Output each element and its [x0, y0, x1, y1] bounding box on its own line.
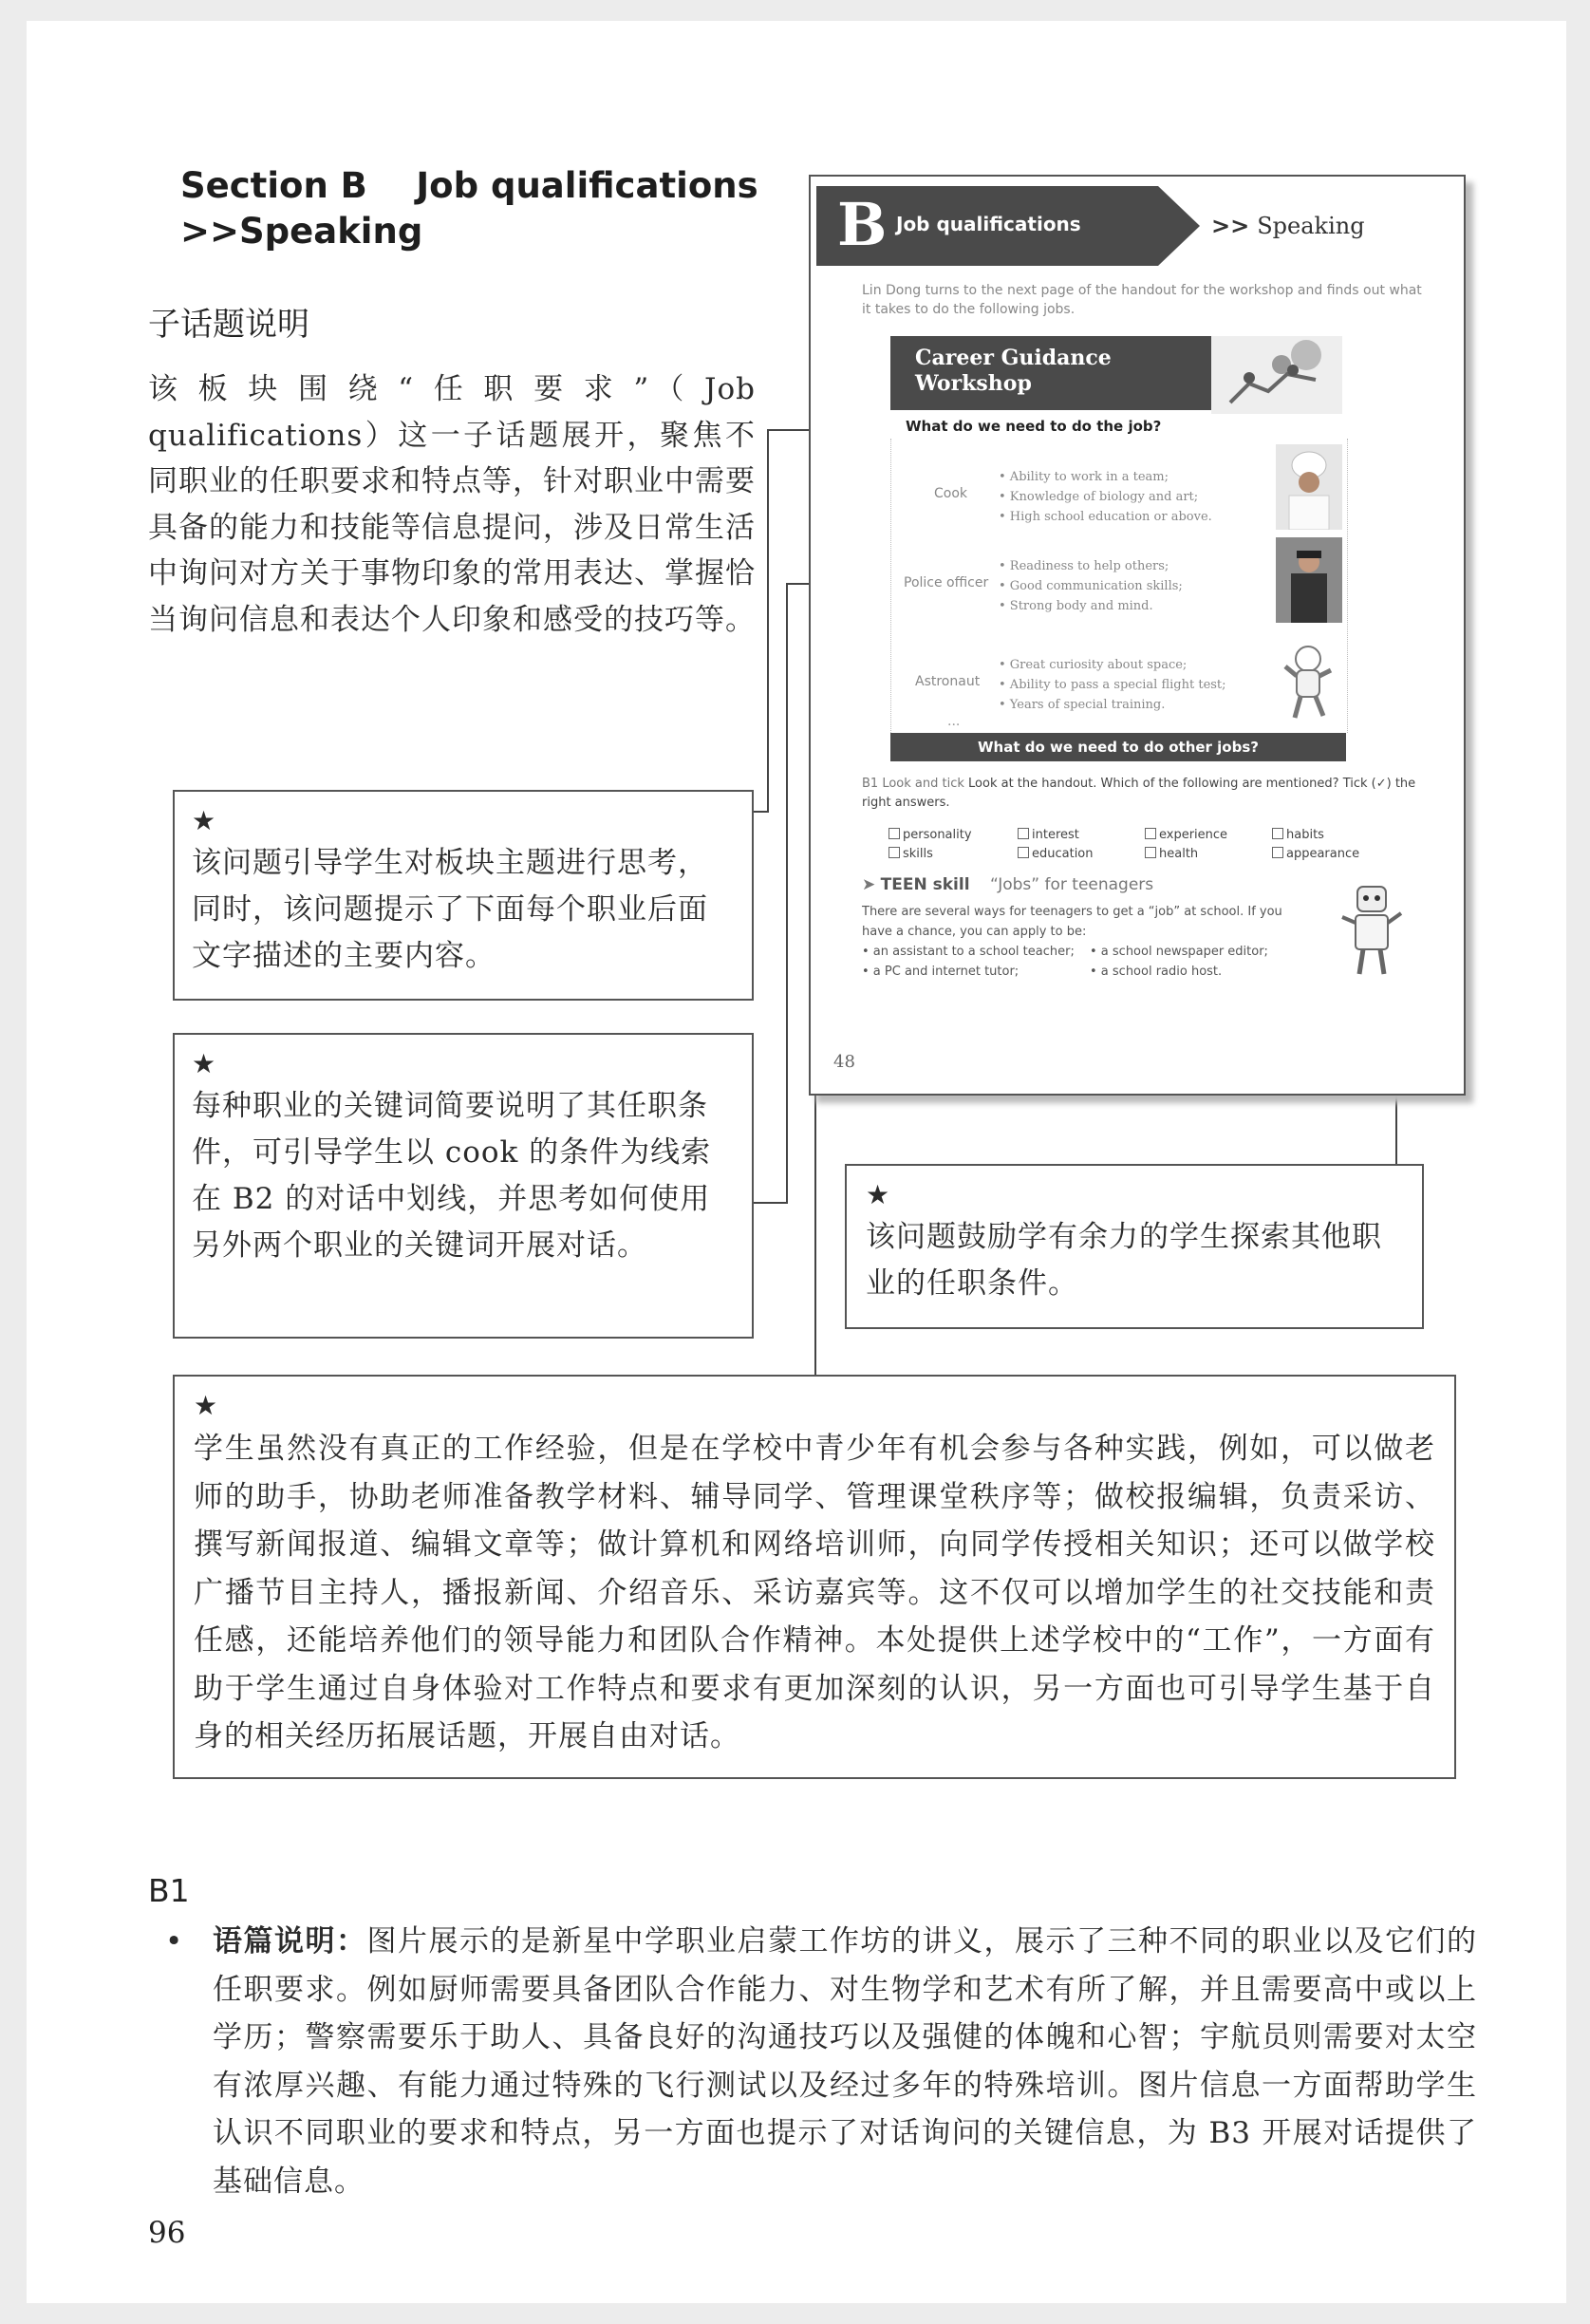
checkbox-interest[interactable]: interest	[1018, 828, 1079, 842]
teen-intro: There are several ways for teenagers to get a “job” at school. If you have a chance, you can apply to be:	[862, 905, 1282, 939]
note-box-3	[845, 1164, 1424, 1329]
chevron-icon: >>	[1211, 213, 1250, 239]
checkbox-personality[interactable]: personality	[889, 828, 972, 842]
note-box-2	[173, 1033, 754, 1339]
b1-heading: B1	[148, 1872, 190, 1909]
req-item: • High school education or above.	[999, 510, 1212, 524]
note-text-2: 每种职业的关键词简要说明了其任职条件，可引导学生以 cook 的条件为线索在 B2 的对话中划线，并思考如何使用另外两个职业的关键词开展对话。	[192, 1089, 712, 1263]
job-name-cook: Cook	[934, 486, 968, 501]
teen-item: • a PC and internet tutor;	[862, 965, 1019, 979]
checkbox-appearance[interactable]: appearance	[1272, 847, 1359, 861]
bullet-icon: •	[165, 1924, 184, 1959]
banner	[811, 177, 1464, 268]
b1-text: 图片展示的是新星中学职业启蒙工作坊的讲义，展示了三种不同的职业以及它们的任职要求。例如厨师需要具备团队合作能力、对生物学和艺术有所了解，并且需要高中或以上学历；警察需要乐于助人、具备良好的沟通技巧以及强健的体魄和心智；宇航员则需要对太空有浓厚兴趣、有能力通过特殊的飞行测试以及经过多年的特殊培训。图片信息一方面帮助学生认识不同职业的要求和特点，另一方面也提示了对话询问的关键信息，为 B3 开展对话提供了基础信息。	[213, 1924, 1477, 2199]
job-name-astronaut: Astronaut	[915, 674, 981, 689]
teen-row-1	[862, 942, 1308, 962]
police-photo	[1276, 537, 1342, 623]
banner-title: Job qualifications	[896, 213, 1081, 235]
textbook-page	[809, 175, 1466, 1096]
b1-task-label: B1 Look and tick	[862, 777, 964, 791]
teen-skill-body	[862, 902, 1308, 982]
section-letter: B	[837, 190, 888, 259]
connector-1-vertical	[767, 429, 769, 813]
cg-title-line2: Workshop	[915, 371, 1032, 396]
job-question: What do we need to do the job?	[906, 418, 1162, 435]
connector-2	[754, 1202, 786, 1204]
subtopic-heading: 子话题说明	[148, 306, 309, 344]
teen-skill-label: TEEN skill	[880, 875, 970, 894]
checkbox-health[interactable]: health	[1145, 847, 1198, 861]
astronaut-illustration	[1280, 642, 1346, 727]
job-reqs-cook	[999, 467, 1212, 527]
b1-task-text: Look at the handout. Which of the following are mentioned? Tick (✓) the right answers.	[862, 777, 1416, 810]
teen-row-2	[862, 962, 1308, 982]
section-title-line1: Section B Job qualifications	[180, 165, 758, 206]
req-item: • Ability to work in a team;	[999, 470, 1169, 484]
checkbox-experience[interactable]: experience	[1145, 828, 1227, 842]
star-icon: ★	[192, 1048, 216, 1079]
req-item: • Strong body and mind.	[999, 599, 1153, 613]
banner-arrow-shape	[1158, 186, 1200, 266]
banner-speaking	[1211, 213, 1365, 239]
note-box-4	[173, 1375, 1456, 1779]
job-name-police: Police officer	[904, 575, 989, 590]
other-jobs-question: What do we need to do other jobs?	[890, 733, 1346, 761]
job-reqs-astronaut	[999, 655, 1226, 715]
textbook-page-number: 48	[833, 1052, 855, 1072]
page-number: 96	[148, 2216, 186, 2250]
checkbox-skills[interactable]: skills	[889, 847, 933, 861]
star-icon: ★	[866, 1179, 890, 1210]
robot-illustration	[1338, 879, 1405, 984]
b1-body	[213, 1918, 1477, 2205]
note-text-1: 该问题引导学生对板块主题进行思考，同时，该问题提示了下面每个职业后面文字描述的主要内容。	[192, 846, 708, 973]
checkbox-habits[interactable]: habits	[1272, 828, 1324, 842]
cg-title	[915, 346, 1112, 397]
section-title-line2: >>Speaking	[180, 211, 423, 252]
checkbox-education[interactable]: education	[1018, 847, 1094, 861]
note-box-1	[173, 790, 754, 1001]
b1-instruction-line	[862, 775, 1431, 813]
connector-2-vertical	[786, 583, 788, 1204]
workshop-illustration	[1211, 336, 1342, 414]
job-reqs-police	[999, 556, 1183, 616]
subtopic-text: 该板块围绕“任职要求”（Job qualifications）这一子话题展开，聚焦不同职业的任职要求和特点等，针对职业中需要具备的能力和技能等信息提问，涉及日常生活中询问对方关于事物印象的常用表达、掌握恰当询问信息和表达个人印象和感受的技巧等。	[148, 372, 756, 637]
cook-photo	[1276, 444, 1342, 530]
star-icon: ★	[194, 1390, 218, 1421]
teen-skill-title: “Jobs” for teenagers	[989, 875, 1154, 894]
b1-label: 语篇说明：	[213, 1924, 367, 1959]
section-title	[180, 163, 758, 254]
star-icon: ★	[192, 805, 216, 836]
req-item: • Ability to pass a special flight test;	[999, 678, 1226, 692]
note-text-3: 该问题鼓励学有余力的学生探索其他职业的任职条件。	[866, 1220, 1382, 1301]
teen-item: • a school newspaper editor;	[1090, 945, 1268, 959]
b1-description	[167, 1918, 1477, 2205]
cg-title-line1: Career Guidance	[915, 346, 1112, 370]
teen-arrow-icon: ➤	[862, 875, 876, 894]
req-item: • Years of special training.	[999, 698, 1166, 712]
req-item: • Knowledge of biology and art;	[999, 490, 1199, 504]
teen-skill-heading	[862, 875, 1153, 894]
teen-item: • a school radio host.	[1090, 965, 1223, 979]
teen-item: • an assistant to a school teacher;	[862, 945, 1075, 959]
banner-speaking-label: Speaking	[1257, 213, 1365, 239]
note-text-4: 学生虽然没有真正的工作经验，但是在学校中青少年有机会参与各种实践，例如，可以做老师的助手，协助老师准备教学材料、辅导同学、管理课堂秩序等；做校报编辑，负责采访、撰写新闻报道、编辑文章等；做计算机和网络培训师，向同学传授相关知识；还可以做学校广播节目主持人，播报新闻、介绍音乐、采访嘉宾等。这不仅可以增加学生的社交技能和责任感，还能培养他们的领导能力和团队合作精神。本处提供上述学校中的“工作”，一方面有助于学生通过自身体验对工作特点和要求有更加深刻的认识，另一方面也可引导学生基于自身的相关经历拓展话题，开展自由对话。	[194, 1432, 1435, 1753]
req-item: • Great curiosity about space;	[999, 658, 1188, 672]
req-item: • Readiness to help others;	[999, 559, 1169, 573]
req-item: • Good communication skills;	[999, 579, 1183, 593]
connector-1	[754, 811, 767, 813]
textbook-intro: Lin Dong turns to the next page of the handout for the workshop and finds out what it takes to do the following jobs.	[862, 283, 1422, 317]
more-jobs-ellipsis: ...	[947, 714, 961, 729]
